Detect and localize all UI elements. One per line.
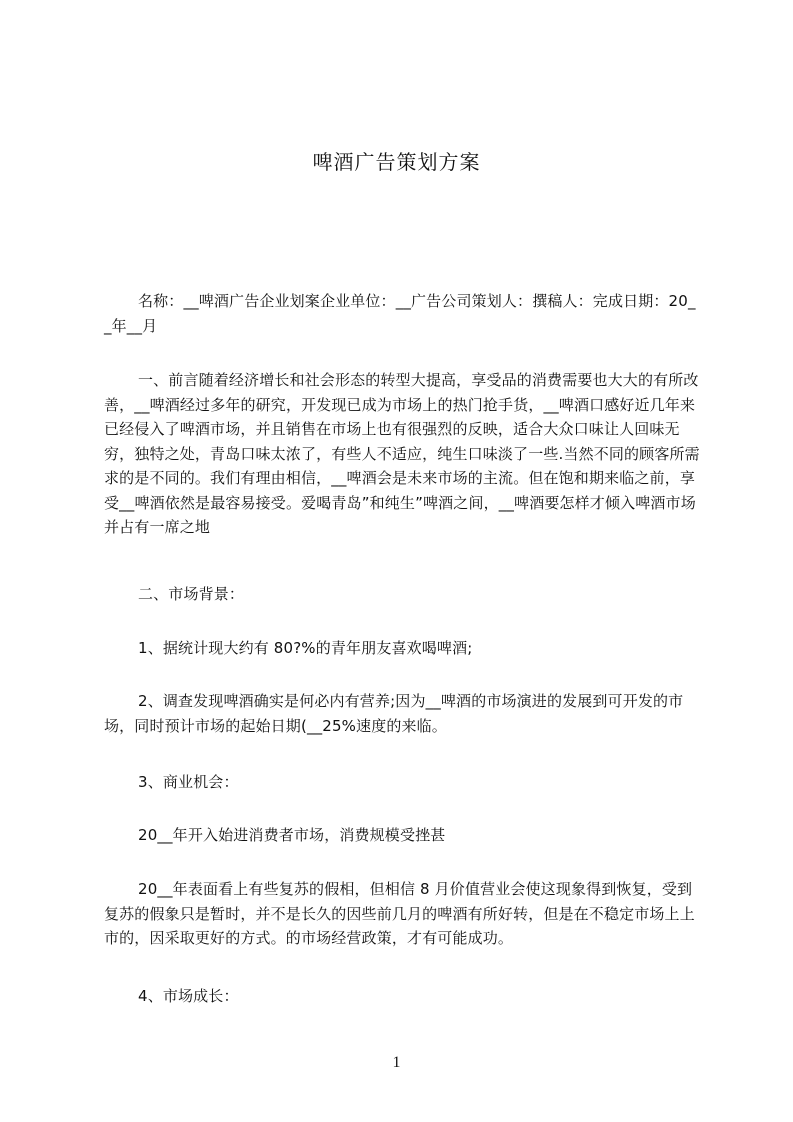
page-number: 1 bbox=[392, 1054, 401, 1071]
item-4-heading: 4、市场成长： bbox=[138, 987, 239, 1005]
document-title: 啤酒广告策划方案 bbox=[312, 150, 481, 174]
item-3-first-line: 20__年开入始进消费者市场，消费规模受挫甚 bbox=[138, 826, 446, 844]
section-1-paragraph: 一、前言随着经济增长和社会形态的转型大提高，享受品的消费需要也大大的有所改善，__啤酒经过多年的研究，开发现已成为市场上的热门抢手货，__啤酒口感好近几年来已经侵入了啤酒市场，并且销售在市场上也有很强烈的反映，适合大众口味让人回味无穷，独特之处，青岛口味太浓了，有些人不适应，纯生口味淡了一些.当然不同的顾客所需求的是不同的。我们有理由相信，__啤酒会是未来市场的主流。但在饱和期来临之前，享受__啤酒依然是最容易接受。爱喝青岛”和纯生”啤酒之间，__啤酒要怎样才倾入啤酒市场并占有一席之地 bbox=[104, 371, 700, 536]
section-2-heading: 二、市场背景： bbox=[138, 585, 245, 603]
item-3-heading: 3、商业机会： bbox=[138, 773, 239, 791]
item-1-paragraph: 1、据统计现大约有 80?%的青年朋友喜欢喝啤酒; bbox=[138, 639, 473, 657]
header-info-paragraph: 名称：__啤酒广告企业划案企业单位：__广告公司策划人：撰稿人：完成日期：20__年__月 bbox=[104, 292, 696, 335]
item-3-paragraph: 20__年表面看上有些复苏的假相，但相信 8 月价值营业会使这现象得到恢复，受到复苏的假象只是暂时，并不是长久的因些前几月的啤酒有所好转，但是在不稳定市场上上市的，因采取更好的方式。的市场经营政策，才有可能成功。 bbox=[104, 880, 695, 947]
item-2-paragraph: 2、调查发现啤酒确实是何必内有营养;因为__啤酒的市场演进的发展到可开发的市场，同时预计市场的起始日期(__25%速度的来临。 bbox=[104, 692, 684, 735]
